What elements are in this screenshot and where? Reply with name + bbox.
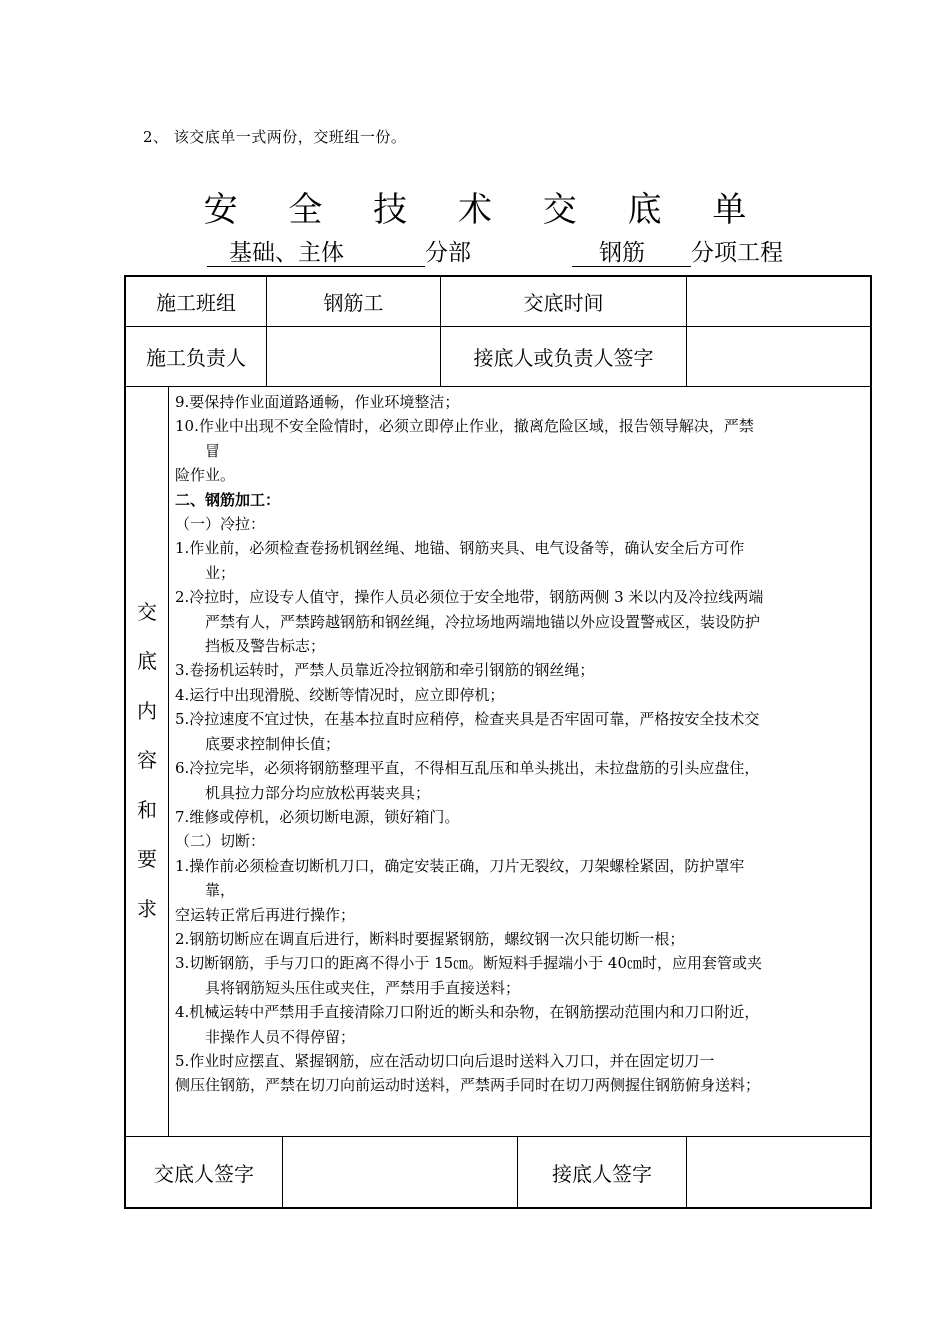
subitem-line xyxy=(572,234,783,267)
team-label: 施工班组 xyxy=(156,291,236,315)
content-line: 9.要保持作业面道路通畅，作业环境整洁； xyxy=(175,393,460,411)
division-line xyxy=(207,234,471,267)
content-line: 1.作业前，必须检查卷扬机钢丝绳、地锚、钢筋夹具、电气设备等，确认安全后方可作 xyxy=(175,539,745,558)
content-line: 1.操作前必须检查切断机刀口，确定安装正确，刀片无裂纹，刀架螺栓紧固，防护罩牢 xyxy=(175,856,745,875)
giver-sign-label: 交底人签字 xyxy=(154,1161,254,1186)
content-line: （二）切断： xyxy=(175,832,266,851)
content-line: 3.切断钢筋，手与刀口的距离不得小于 15㎝。断短料手握端小于 40㎝时，应用套管或夹 xyxy=(175,954,763,973)
content-body xyxy=(175,390,867,1098)
table-row-divider xyxy=(126,386,870,387)
leader-label: 施工负责人 xyxy=(146,346,246,370)
content-label-char: 求 xyxy=(137,896,157,921)
content-line: 具将钢筋短头压住或夹住，严禁用手直接送料； xyxy=(205,978,521,997)
content-line: 挡板及警告标志； xyxy=(205,637,326,656)
content-line: 业； xyxy=(205,563,236,582)
content-line: 机具拉力部分均应放松再装夹具； xyxy=(205,783,431,802)
content-requirements-label xyxy=(126,386,168,1136)
content-line: 7.维修或停机，必须切断电源，锁好箱门。 xyxy=(175,807,460,826)
content-line: 非操作人员不得停留； xyxy=(205,1027,356,1046)
content-line: 空运转正常后再进行操作； xyxy=(175,905,356,924)
content-line: 6.冷拉完毕，必须将钢筋整理平直，不得相互乱压和单头挑出，未拉盘筋的引头应盘住， xyxy=(175,759,760,778)
content-label-char: 内 xyxy=(137,698,157,723)
content-label-char: 要 xyxy=(137,847,157,872)
content-line: 侧压住钢筋，严禁在切刀向前运动时送料，严禁两手同时在切刀两侧握住钢筋俯身送料； xyxy=(175,1076,761,1095)
section-heading: 二、钢筋加工： xyxy=(175,490,281,509)
content-label-char: 底 xyxy=(137,649,157,674)
content-line: 5.作业时应摆直、紧握钢筋，应在活动切口向后退时送料入刀口，并在固定切刀一 xyxy=(175,1051,715,1070)
time-value xyxy=(687,277,870,326)
receiver-sign-label: 接底人或负责人签字 xyxy=(473,346,654,370)
content-line: 2.钢筋切断应在调直后进行，断料时要握紧钢筋，螺纹钢一次只能切断一根； xyxy=(175,929,685,948)
content-label-char: 容 xyxy=(137,748,157,773)
document-title: 安 全 技 术 交 底 单 xyxy=(203,190,767,230)
receiver-sign-value xyxy=(687,327,870,386)
content-line: 靠， xyxy=(205,881,236,900)
receiver-value xyxy=(687,1137,870,1207)
content-line: 底要求控制伸长值； xyxy=(205,734,341,753)
time-label: 交底时间 xyxy=(523,291,604,315)
content-line: 冒 xyxy=(205,441,221,460)
table-col-divider xyxy=(168,386,169,1136)
receiver-label: 接底人签字 xyxy=(552,1161,652,1186)
content-line: 10.作业中出现不安全险情时，必须立即停止作业，撤离危险区域，报告领导解决，严禁 xyxy=(175,417,754,436)
content-label-char: 交 xyxy=(137,599,157,624)
team-value: 钢筋工 xyxy=(323,291,384,315)
content-line: 5.冷拉速度不宜过快，在基本拉直时应稍停，检查夹具是否牢固可靠，严格按安全技术交 xyxy=(175,710,760,729)
content-line: 4.机械运转中严禁用手直接清除刀口附近的断头和杂物，在钢筋摆动范围内和刀口附近， xyxy=(175,1003,760,1022)
content-line: 2.冷拉时，应设专人值守，操作人员必须位于安全地带，钢筋两侧 3 米以内及冷拉线两端 xyxy=(175,588,764,607)
content-line: 险作业。 xyxy=(175,466,236,485)
subitem-value: 钢筋 xyxy=(572,240,691,267)
subitem-suffix: 分项工程 xyxy=(691,240,783,266)
content-line: 3.卷扬机运转时，严禁人员靠近冷拉钢筋和牵引钢筋的钢丝绳； xyxy=(175,661,595,680)
content-line: 4.运行中出现滑脱、绞断等情况时，应立即停机； xyxy=(175,685,505,704)
division-value: 基础、主体 xyxy=(207,240,425,267)
division-suffix: 分部 xyxy=(425,240,471,266)
giver-sign-value xyxy=(283,1137,517,1207)
document-note: 2、 该交底单一式两份，交班组一份。 xyxy=(143,128,407,146)
content-line: （一）冷拉： xyxy=(175,515,266,534)
content-line: 严禁有人，严禁跨越钢筋和钢丝绳，冷拉场地两端地锚以外应设置警戒区，装设防护 xyxy=(205,612,761,631)
leader-value xyxy=(267,327,440,386)
content-label-char: 和 xyxy=(137,797,157,822)
